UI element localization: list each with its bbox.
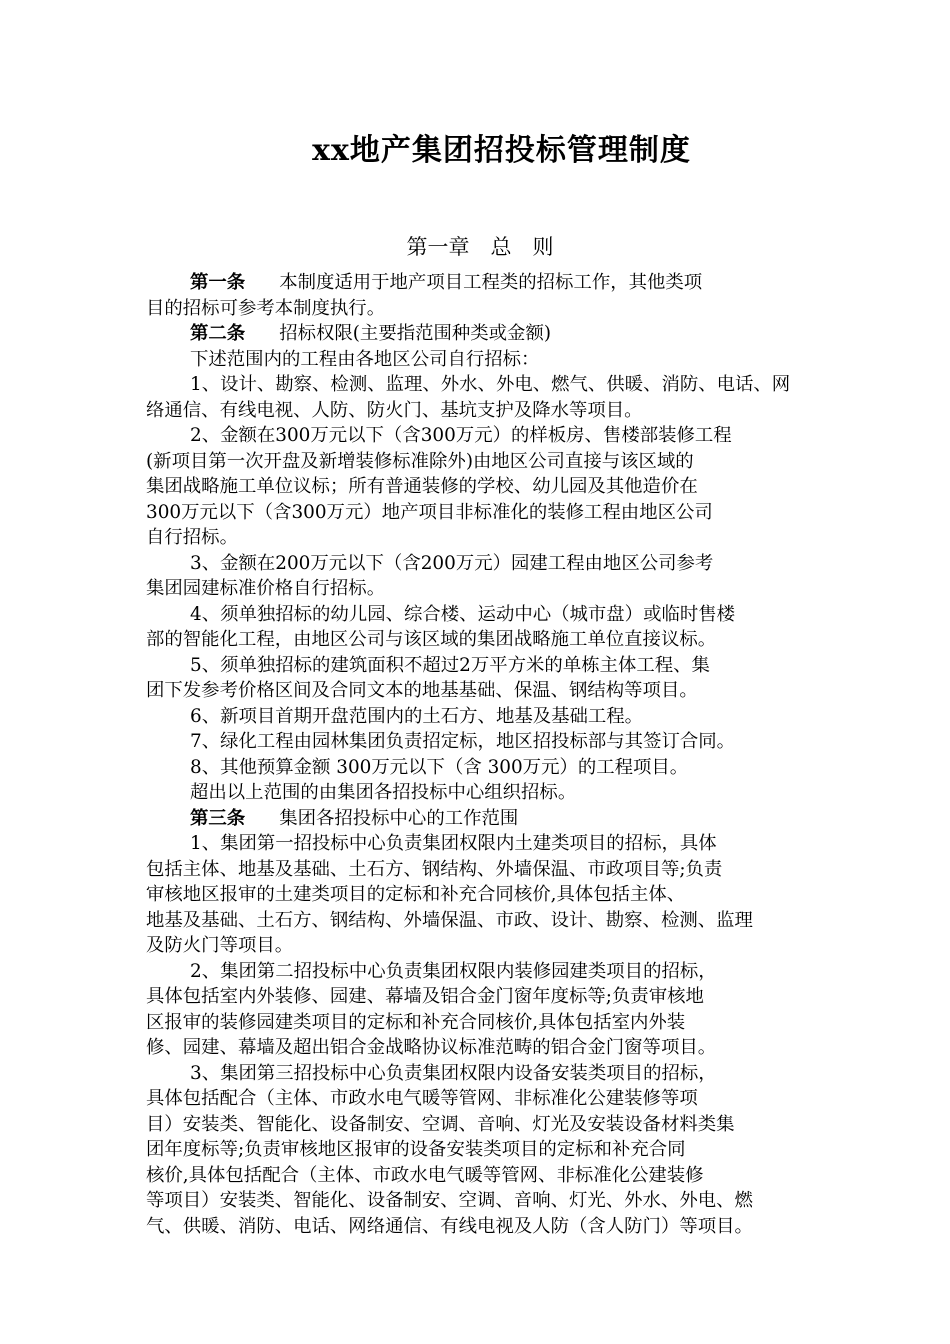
text-line <box>146 678 818 704</box>
line-text: 络通信、有线电视、人防、防火门、基坑支护及降水等项目。 <box>146 399 643 421</box>
chapter-heading: 第一章 总 则 <box>406 235 554 259</box>
text-line <box>146 1061 818 1087</box>
line-text: 2、金额在300万元以下（含300万元）的样板房、售楼部装修工程 <box>190 425 732 446</box>
line-text: 8、其他预算金额 300万元以下（含 300万元）的工程项目。 <box>190 756 689 778</box>
text-line <box>146 1086 818 1112</box>
text-line <box>146 474 818 500</box>
line-text: 6、新项目首期开盘范围内的土石方、地基及基础工程。 <box>190 705 644 727</box>
line-text: 具体包括配合（主体、市政水电气暖等管网、非标准化公建装修等项 <box>146 1088 698 1109</box>
text-line <box>146 882 818 908</box>
text-line <box>146 933 818 959</box>
line-text: 团年度标等;负责审核地区报审的设备安装类项目的定标和补充合同 <box>146 1139 686 1160</box>
line-text: 300万元以下（含300万元）地产项目非标准化的装修工程由地区公司 <box>146 501 713 523</box>
line-text: 地基及基础、土石方、钢结构、外墙保温、市政、设计、勘察、检测、监理 <box>146 909 753 931</box>
text-line <box>146 1188 818 1214</box>
line-text: 部的智能化工程，由地区公司与该区域的集团战略施工单位直接议标。 <box>146 629 717 650</box>
line-text: 审核地区报审的土建类项目的定标和补充合同核价,具体包括主体、 <box>146 884 686 905</box>
line-text: 2、集团第二招投标中心负责集团权限内装修园建类项目的招标， <box>190 960 717 982</box>
line-text: (新项目第一次开盘及新增装修标准除外)由地区公司直接与该区域的 <box>146 450 694 472</box>
text-line <box>146 347 818 373</box>
line-text: 集团各招投标中心的工作范围 <box>279 807 519 829</box>
article-label: 第三条 <box>190 807 246 829</box>
text-line <box>146 627 818 653</box>
line-text: 1、集团第一招投标中心负责集团权限内土建类项目的招标，具体 <box>190 833 717 854</box>
line-text: 7、绿化工程由园林集团负责招定标，地区招投标部与其签订合同。 <box>190 731 736 752</box>
line-text: 下述范围内的工程由各地区公司自行招标： <box>190 348 540 370</box>
text-line <box>146 908 818 934</box>
line-text: 修、园建、幕墙及超出铝合金战略协议标准范畴的铝合金门窗等项目。 <box>146 1037 717 1058</box>
line-text: 本制度适用于地产项目工程类的招标工作，其他类项 <box>279 272 703 293</box>
line-text: 4、须单独招标的幼儿园、综合楼、运动中心（城市盘）或临时售楼 <box>190 603 736 625</box>
document-title: xx地产集团招投标管理制度 <box>312 133 691 168</box>
text-line <box>146 296 818 322</box>
line-text: 具体包括室内外装修、园建、幕墙及铝合金门窗年度标等;负责审核地 <box>146 986 704 1007</box>
text-line <box>146 398 818 424</box>
line-text: 团下发参考价格区间及合同文本的地基基础、保温、钢结构等项目。 <box>146 680 698 701</box>
document-body <box>146 270 818 1239</box>
text-line <box>146 755 818 781</box>
text-line <box>146 372 818 398</box>
text-line <box>146 1163 818 1189</box>
line-text: 集团园建标准价格自行招标。 <box>146 578 386 599</box>
text-line <box>146 959 818 985</box>
text-line <box>146 806 818 832</box>
line-text: 集团战略施工单位议标；所有普通装修的学校、幼儿园及其他造价在 <box>146 476 698 497</box>
line-text: 自行招标。 <box>146 527 238 548</box>
line-text: 核价,具体包括配合（主体、市政水电气暖等管网、非标准化公建装修 <box>146 1164 704 1186</box>
text-line <box>146 270 818 296</box>
line-text: 5、须单独招标的建筑面积不超过2万平方米的单栋主体工程、集 <box>190 654 710 676</box>
line-text: 招标权限(主要指范围种类或金额) <box>279 323 552 344</box>
line-text: 包括主体、地基及基础、土石方、钢结构、外墙保温、市政项目等;负责 <box>146 858 723 880</box>
text-line <box>146 423 818 449</box>
text-line <box>146 1137 818 1163</box>
text-line <box>146 1010 818 1036</box>
line-text: 超出以上范围的由集团各招投标中心组织招标。 <box>190 782 577 803</box>
text-line <box>146 1112 818 1138</box>
text-line <box>146 704 818 730</box>
text-line <box>146 449 818 475</box>
text-line <box>146 780 818 806</box>
text-line <box>146 321 818 347</box>
line-text: 气、供暖、消防、电话、网络通信、有线电视及人防（含人防门）等项目。 <box>146 1215 753 1237</box>
line-text: 3、集团第三招投标中心负责集团权限内设备安装类项目的招标， <box>190 1062 717 1084</box>
text-line <box>146 653 818 679</box>
text-line <box>146 1035 818 1061</box>
text-line <box>146 857 818 883</box>
text-line <box>146 525 818 551</box>
text-line <box>146 1214 818 1240</box>
article-label: 第一条 <box>190 272 246 293</box>
line-text: 目）安装类、智能化、设备制安、空调、音响、灯光及安装设备材料类集 <box>146 1113 735 1135</box>
line-text: 目的招标可参考本制度执行。 <box>146 297 386 319</box>
text-line <box>146 551 818 577</box>
line-text: 等项目）安装类、智能化、设备制安、空调、音响、灯光、外水、外电、燃 <box>146 1190 753 1211</box>
line-text: 3、金额在200万元以下（含200万元）园建工程由地区公司参考 <box>190 552 714 574</box>
text-line <box>146 729 818 755</box>
text-line <box>146 984 818 1010</box>
line-text: 1、设计、勘察、检测、监理、外水、外电、燃气、供暖、消防、电话、网 <box>190 374 791 395</box>
line-text: 区报审的装修园建类项目的定标和补充合同核价,具体包括室内外装 <box>146 1011 686 1033</box>
text-line <box>146 602 818 628</box>
text-line <box>146 576 818 602</box>
line-text: 及防火门等项目。 <box>146 935 294 956</box>
article-label: 第二条 <box>190 323 246 344</box>
text-line <box>146 500 818 526</box>
text-line <box>146 831 818 857</box>
